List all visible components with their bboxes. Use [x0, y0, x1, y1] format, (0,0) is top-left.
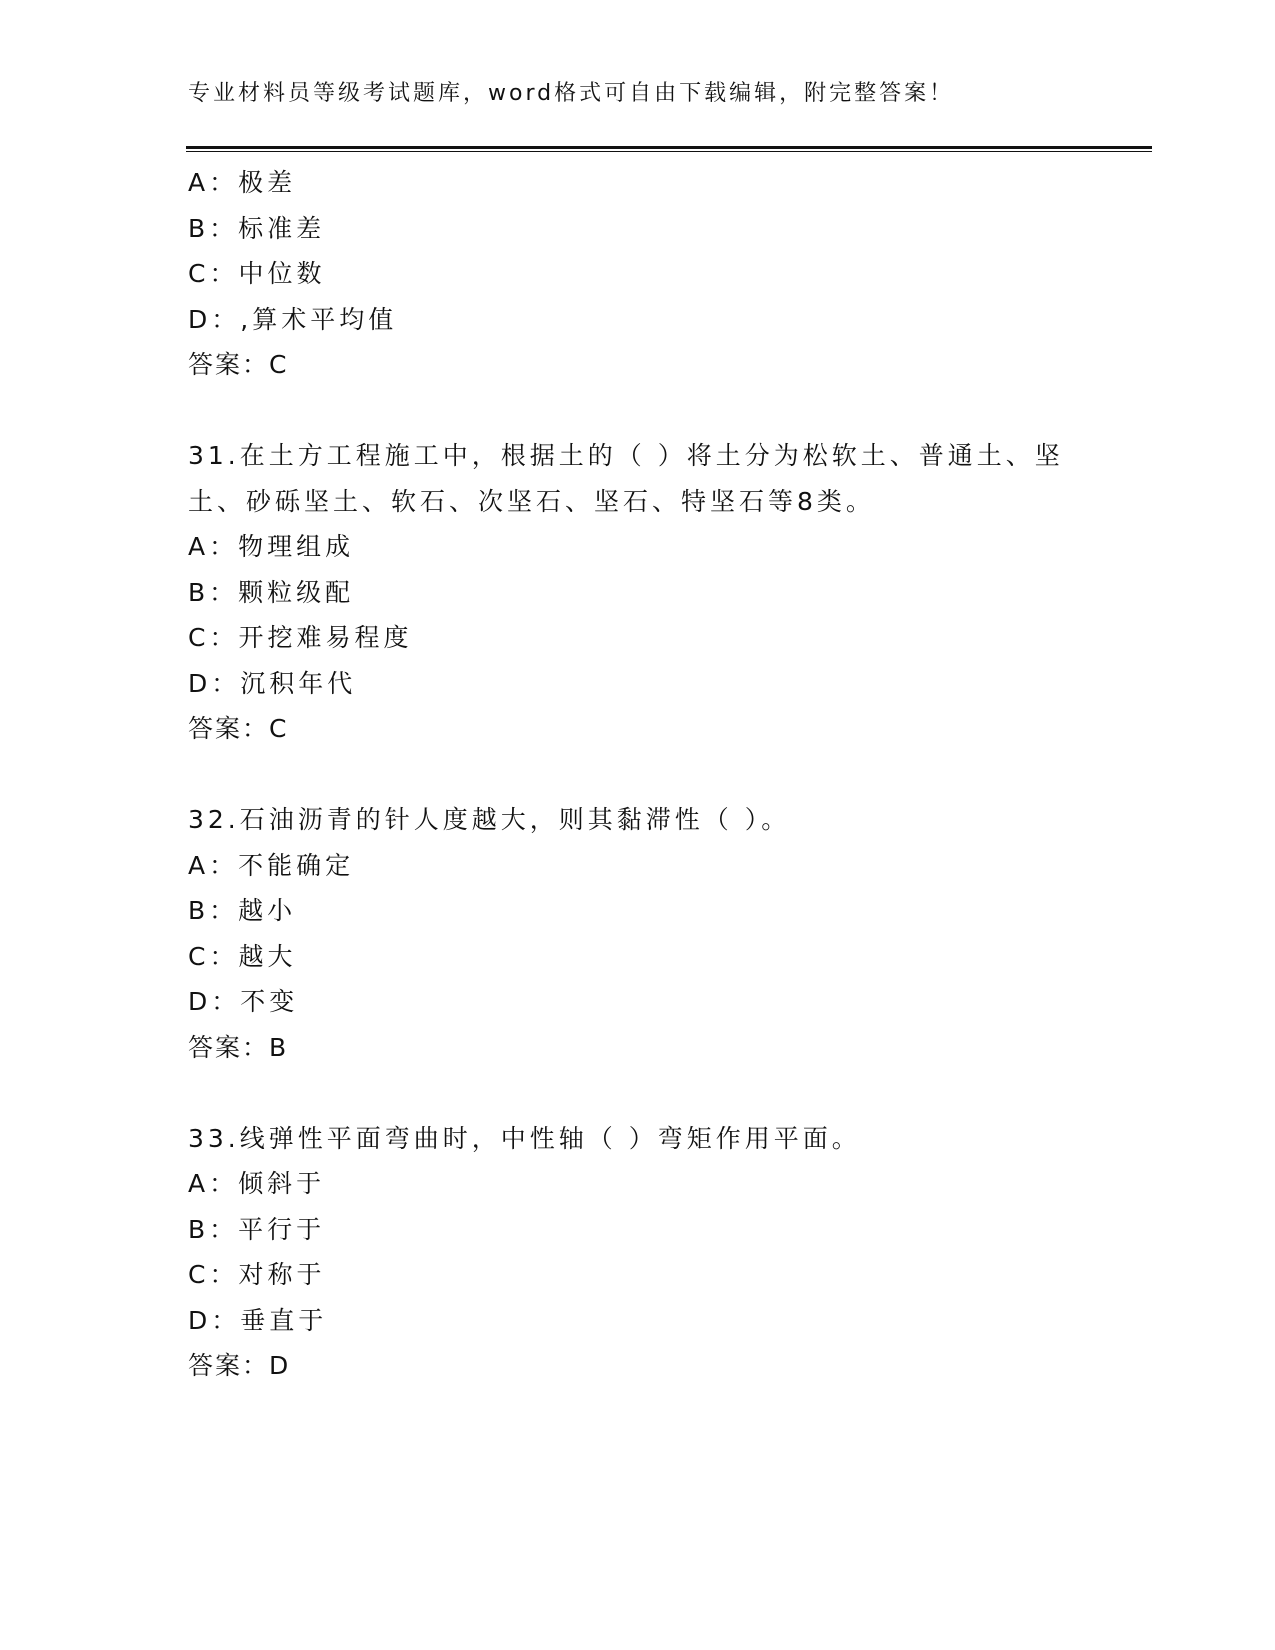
- option-c: [188, 1252, 1088, 1298]
- question-stem: 32.石油沥青的针人度越大，则其黏滞性（ ）。: [188, 805, 791, 834]
- answer-value: B: [269, 1032, 289, 1062]
- option-b: [188, 570, 1088, 616]
- option-letter: A：: [188, 850, 239, 880]
- answer-value: C: [269, 714, 289, 743]
- option-text: 开挖难易程度: [238, 623, 413, 652]
- spacer: [188, 1070, 1088, 1116]
- answer-label: 答案：: [188, 714, 270, 743]
- question-31: [188, 433, 1088, 752]
- spacer: [188, 752, 1088, 798]
- option-b: [188, 206, 1088, 252]
- answer-line: [188, 342, 1088, 388]
- question-stem: 33.线弹性平面弯曲时，中性轴（ ）弯矩作用平面。: [188, 1123, 861, 1153]
- option-letter: A：: [188, 168, 239, 197]
- option-letter: B：: [188, 577, 239, 607]
- question-30-continued: [188, 160, 1088, 388]
- option-d: [188, 661, 1088, 707]
- option-text: 标准差: [238, 213, 326, 243]
- option-letter: A：: [188, 532, 239, 561]
- option-text: 颗粒级配: [238, 577, 355, 607]
- option-letter: C：: [188, 623, 239, 652]
- answer-line: [188, 706, 1088, 752]
- option-letter: B：: [188, 1214, 239, 1244]
- option-letter: C：: [188, 1260, 239, 1289]
- question-list: [188, 160, 1088, 1389]
- option-text: 沉积年代: [240, 668, 357, 698]
- page-header: 专业材料员等级考试题库，word格式可自由下载编辑，附完整答案！: [188, 81, 955, 106]
- option-a: [188, 524, 1088, 570]
- answer-value: C: [269, 350, 289, 379]
- option-text: 越大: [238, 941, 297, 971]
- option-letter: B：: [188, 213, 239, 243]
- option-letter: C：: [188, 941, 239, 971]
- option-c: [188, 934, 1088, 980]
- option-text: 极差: [238, 168, 297, 197]
- option-letter: C：: [188, 259, 239, 288]
- answer-line: [188, 1343, 1088, 1389]
- option-a: [188, 843, 1088, 889]
- option-a: [188, 160, 1088, 206]
- option-letter: A：: [188, 1169, 239, 1198]
- answer-line: [188, 1025, 1088, 1071]
- option-c: [188, 615, 1088, 661]
- option-text: 垂直于: [240, 1305, 328, 1335]
- option-text: 倾斜于: [238, 1169, 326, 1198]
- option-letter: B：: [188, 896, 239, 925]
- option-d: [188, 297, 1088, 343]
- option-letter: D：: [188, 987, 241, 1016]
- spacer: [188, 388, 1088, 434]
- answer-label: 答案：: [188, 1351, 270, 1380]
- header-rule-thin: [186, 151, 1152, 152]
- option-text: 平行于: [238, 1214, 326, 1244]
- option-text: 不变: [240, 987, 299, 1016]
- answer-value: D: [269, 1351, 291, 1380]
- option-text: 中位数: [238, 259, 326, 288]
- option-b: [188, 888, 1088, 934]
- option-b: [188, 1207, 1088, 1253]
- option-text: 不能确定: [238, 850, 355, 880]
- option-c: [188, 251, 1088, 297]
- header-rule-thick: [186, 146, 1152, 149]
- answer-label: 答案：: [188, 1032, 270, 1062]
- option-d: [188, 979, 1088, 1025]
- option-letter: D：: [188, 1305, 241, 1335]
- option-letter: D：: [188, 668, 241, 698]
- option-text: 物理组成: [238, 532, 355, 561]
- option-text: 对称于: [238, 1260, 326, 1289]
- question-33: [188, 1116, 1088, 1389]
- question-32: [188, 797, 1088, 1070]
- question-stem: 31.在土方工程施工中，根据土的（ ）将土分为松软土、普通土、坚土、砂砾坚土、软石、次坚石、坚石、特坚石等8类。: [188, 441, 1064, 516]
- option-text: ,算术平均值: [240, 304, 398, 334]
- option-a: [188, 1161, 1088, 1207]
- answer-label: 答案：: [188, 350, 270, 379]
- option-letter: D：: [188, 304, 241, 334]
- option-d: [188, 1298, 1088, 1344]
- option-text: 越小: [238, 896, 297, 925]
